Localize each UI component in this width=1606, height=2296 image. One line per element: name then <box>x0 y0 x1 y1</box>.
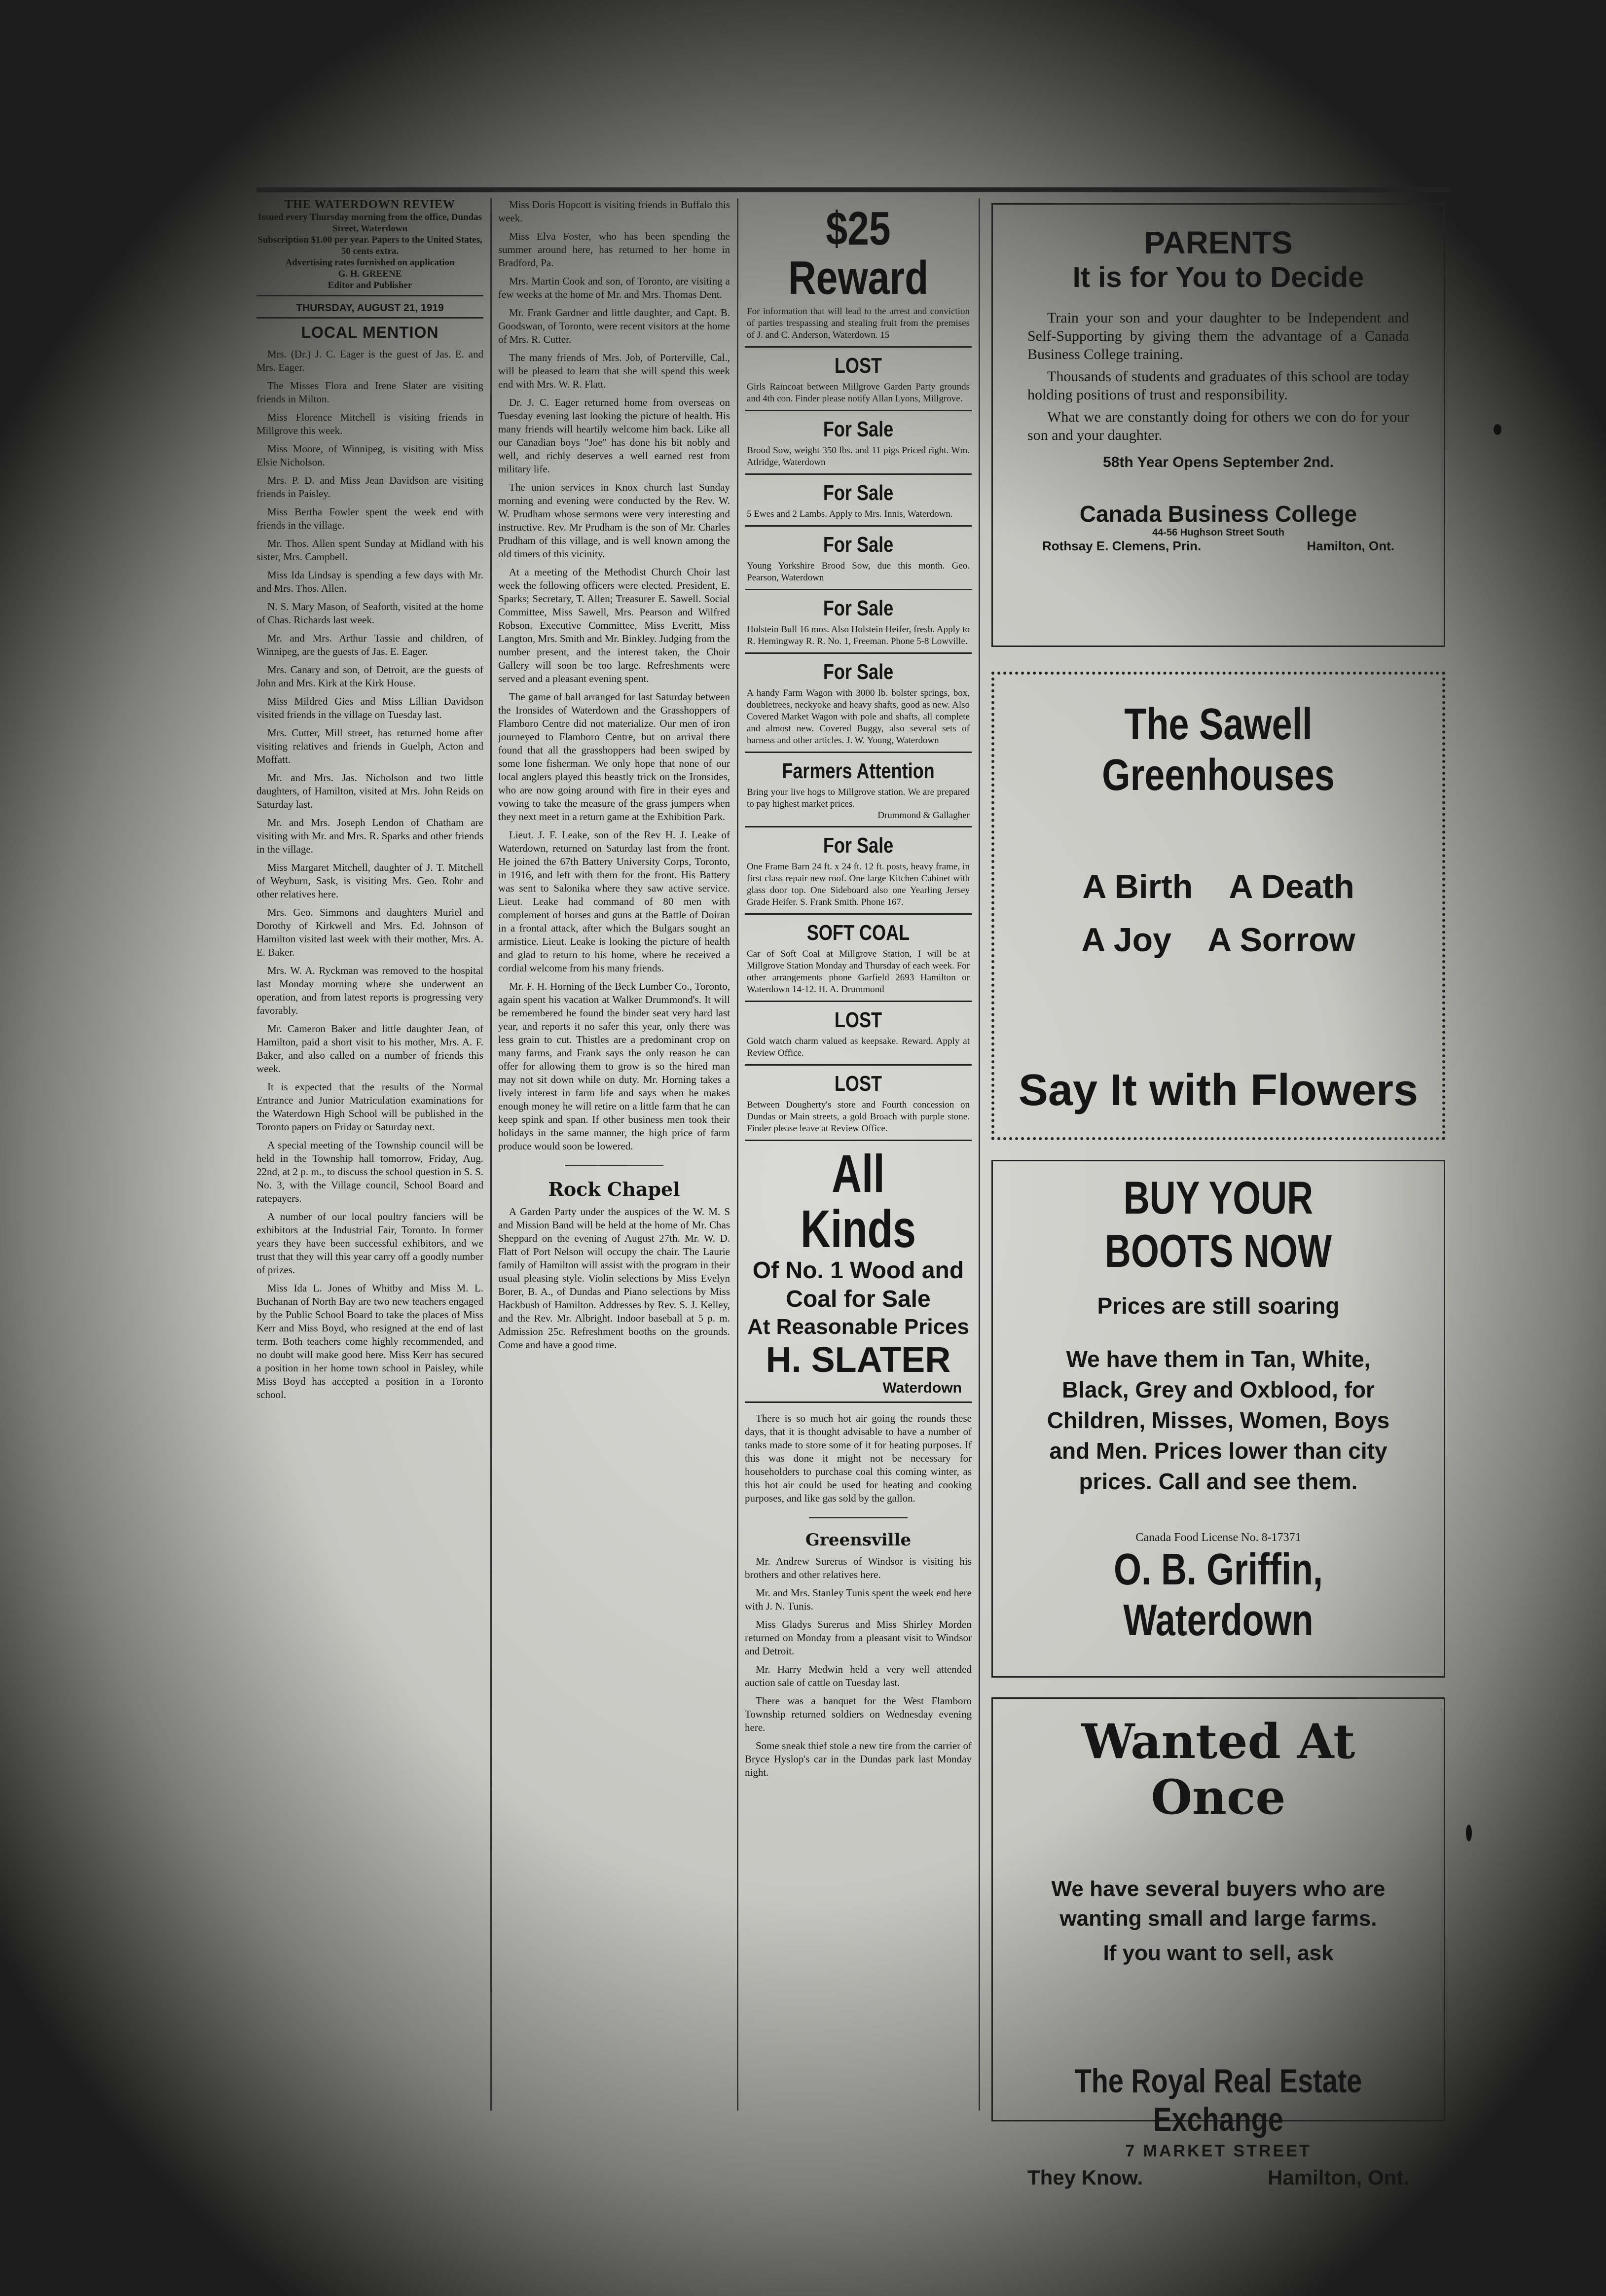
classified-title: For Sale <box>823 417 894 441</box>
boots-body: We have them in Tan, White, Black, Grey and Oxblood, for Children, Misses, Women, Boys and Men. Prices lower than city prices. Call and see them. <box>1047 1346 1390 1494</box>
classified-text: Gold watch charm valued as keepsake. Reward. Apply at Review Office. <box>747 1036 970 1058</box>
classified-text: Between Dougherty's store and Fourth concession on Dundas or Main streets, a gold Broach with purple stone. Finder please leave at Review Office. <box>747 1100 970 1134</box>
griffin-boots-ad <box>991 1160 1445 1678</box>
slater-line: At Reasonable Prices <box>747 1315 969 1339</box>
classified-ads <box>745 198 972 1141</box>
college-address: 44-56 Hughson Street South <box>1152 527 1284 538</box>
news-item: Miss Mildred Gies and Miss Lillian Davidson visited friends in the village on Tuesday last. <box>256 695 483 720</box>
column-news <box>498 198 730 2120</box>
news-item: Mr. and Mrs. Joseph Lendon of Chatham are visiting with Mr. and Mrs. R. Sparks and other friends in the village. <box>256 817 483 855</box>
news-item: The game of ball arranged for last Saturday between the Ironsides of Waterdown and the Grasshoppers of Flamboro Centre did not materialize. Our men of iron journeyed to Flamboro Centre, but on arrival there found that all the grasshoppers had been swiped by some lone fisherman. We only hope that none of our local anglers played this beastly trick on the Ironsides, who are now going around with fire in their eyes and vowing to take the measure of the grass jumpers when they next meet in a return game at the Exhibition Park. <box>498 691 730 823</box>
news-paragraphs <box>498 198 730 1153</box>
news-item: A number of our local poultry fanciers will be exhibitors at the Industrial Fair, Toronto. In former years they have been successful exhibitors, and we trust that they will this year carry off a goodly number of prizes. <box>256 1211 483 1276</box>
news-item: Dr. J. C. Eager returned home from overseas on Tuesday evening last looking the picture of health. His many friends will heartily welcome him back. Like all our Canadian boys "Joe" has done his bit nobly and well, and richly deserves a well earned rest from military life. <box>498 396 730 475</box>
parents-title: PARENTS <box>1144 225 1293 260</box>
parents-text: Train your son and your daughter to be Independent and Self-Supporting by giving them the advantage of a Canada Business College training. <box>1027 310 1409 362</box>
parents-subtitle: It is for You to Decide <box>1072 261 1364 293</box>
firm-street: 7 MARKET STREET <box>1125 2142 1312 2160</box>
news-item: Mr. Cameron Baker and little daughter Jean, of Hamilton, paid a short visit to his mother, Mrs. A. F. Baker, and also called on a number of friends this week. <box>256 1023 483 1075</box>
parents-text: What we are constantly doing for others we con do for your son and your daughter. <box>1027 409 1409 443</box>
news-item: Miss Ida L. Jones of Whitby and Miss M. L. Buchanan of North Bay are two new teachers engaged by the Public School Board to take the places of Miss Kerr and Miss Boyd, who resigned at the end of last term. Both teachers come highly recommended, and no doubt will make good here. Miss Kerr has secured a position in her home town school in Paisley, while Miss Boyd has accepted a position in a Toronto school. <box>256 1282 483 1400</box>
news-item: The many friends of Mrs. Job, of Porterville, Cal., will be pleased to learn that she will spend this week end with Mrs. W. R. Flatt. <box>498 352 730 390</box>
column-rule <box>979 198 980 2111</box>
classified-signature: Drummond & Gallagher <box>877 810 970 821</box>
news-item: Miss Moore, of Winnipeg, is visiting with Miss Elsie Nicholson. <box>256 443 483 468</box>
classified-text: Car of Soft Coal at Millgrove Station, I will be at Millgrove Station Monday and Thursday of each week. For other arrangements phone Garfield 2693 Hamilton or Waterdown 14-12. H. A. Drummond <box>747 949 970 995</box>
slater-line: Coal for Sale <box>786 1286 931 1312</box>
classified-ad <box>745 198 972 348</box>
classified-text: Holstein Bull 16 mos. Also Holstein Heifer, fresh. Apply to R. Hemingway R. R. No. 1, Freeman. Phone 5-8 Lowville. <box>747 624 970 646</box>
divider <box>809 1517 908 1518</box>
news-item: Miss Margaret Mitchell, daughter of J. T. Mitchell of Weyburn, Sask, is visiting Mrs. Geo. Rohr and other relatives here. <box>256 861 483 900</box>
news-item: At a meeting of the Methodist Church Choir last week the following officers were elected. President, E. Sparks; Secretary, T. Allen; Treasurer E. Sawell. Social Committee, Miss Sawell, Mrs. Pearson and Wilfred Robson. Executive Committee, Miss Everitt, Miss Langton, Mrs. Smith and Mr. Binkley. Judging from the number present, and the interest taken, the Choir Gallery will soon be too large. Refreshments were served and a pleasant evening spent. <box>498 566 730 684</box>
coal-note: There is so much hot air going the rounds these days, that it is thought advisable to have a number of tanks made to store some of it for heating purposes. If this was done it might not be necessary for householders to purchase coal this coming winter, as this hot air could be used for heating and cooking purposes, and like gas sold by the gallon. <box>745 1412 972 1504</box>
column-local-mention <box>256 198 483 2120</box>
news-item: Miss Elva Foster, who has been spending the summer around here, has returned to her home in Bradford, Pa. <box>498 230 730 269</box>
divider <box>565 1165 663 1166</box>
parents-text: Thousands of students and graduates of this school are today holding positions of trust and responsibility. <box>1027 368 1409 403</box>
food-license: Canada Food License No. 8-17371 <box>1135 1531 1301 1544</box>
news-item: Mrs. Canary and son, of Detroit, are the guests of John and Mrs. Kirk at the Kirk House. <box>256 664 483 689</box>
masthead-line: Subscription $1.00 per year. Papers to the United States, 50 cents extra. <box>257 235 482 256</box>
news-item: The Misses Flora and Irene Slater are visiting friends in Milton. <box>256 380 483 405</box>
wanted-title: Wanted At Once <box>1081 1714 1355 1825</box>
classified-text: Girls Raincoat between Millgrove Garden Party grounds and 4th con. Finder please notify Allan Lyons, Millgrove. <box>747 382 970 404</box>
rock-chapel-title: Rock Chapel <box>548 1178 680 1200</box>
classified-title: For Sale <box>823 660 894 684</box>
newspaper-page <box>256 187 1450 2189</box>
news-item: Mrs. W. A. Ryckman was removed to the hospital last Monday morning where she underwent an operation, and from latest reports is progressing very favorably. <box>256 965 483 1016</box>
classified-title: $25 Reward <box>788 202 929 304</box>
real-estate-ad <box>991 1697 1445 2189</box>
opening-date: 58th Year Opens September 2nd. <box>1103 454 1334 470</box>
column-rule <box>737 198 738 2111</box>
wanted-line: If you want to sell, ask <box>1103 1941 1334 1965</box>
sawell-greenhouses-ad <box>991 672 1445 1140</box>
classified-ad <box>745 915 972 1002</box>
news-item: Mr. and Mrs. Stanley Tunis spent the week end here with J. N. Tunis. <box>745 1587 972 1612</box>
classified-ad <box>745 475 972 527</box>
classified-text: One Frame Barn 24 ft. x 24 ft. 12 ft. posts, heavy frame, in first class repair new roof. One large Kitchen Cabinet with glass door top. One Sideboard also one Yearling Jersey Grade Heifer. S. Frank Smith. Phone 167. <box>747 861 970 907</box>
rock-chapel-text: A Garden Party under the auspices of the W. M. S and Mission Band will be held at the home of Mr. Chas Sheppard on the evening of August 27th. Mr. W. D. Flatt of Port Nelson will occupy the chair. The Laurie family of Hamilton will assist with the program in their usual pleasing style. Violin selections by Miss Evelyn Borer, B. A., of Dundas and Piano selections by Miss Hackbush of Hamilton. Addresses by Rev. S. J. Kelley, and the Rev. Mr. Albright. Indoor baseball at 5 p. m. Admission 25c. Refreshment booths on the grounds. Come and have a good time. <box>498 1206 730 1351</box>
masthead-line: G. H. GREENE <box>338 269 402 279</box>
classified-ad <box>745 827 972 915</box>
news-item: Mr. and Mrs. Arthur Tassie and children, of Winnipeg, are the guests of Jas. E. Eager. <box>256 632 483 657</box>
classified-ad <box>745 1002 972 1066</box>
classified-ad <box>745 654 972 753</box>
firm-footer <box>1022 2166 1414 2189</box>
classified-title: For Sale <box>823 596 894 620</box>
slater-town: Waterdown <box>882 1380 962 1396</box>
news-item: Mrs. P. D. and Miss Jean Davidson are visiting friends in Paisley. <box>256 474 483 500</box>
boots-title: BUY YOUR BOOTS NOW <box>1104 1172 1332 1277</box>
news-item: Mrs. Geo. Simmons and daughters Muriel and Dorothy of Kirkwell and Mrs. Ed. Johnson of Hamilton visited last week with their mother, Mrs. A. E. Baker. <box>256 906 483 958</box>
masthead-title: THE WATERDOWN REVIEW <box>285 198 455 211</box>
ink-blot <box>1494 424 1501 435</box>
classified-text: Brood Sow, weight 350 lbs. and 11 pigs Priced right. Wm. Atlridge, Waterdown <box>747 445 970 467</box>
griffin-name: O. B. Griffin, Waterdown <box>1114 1545 1323 1645</box>
classified-text: A handy Farm Wagon with 3000 lb. bolster springs, box, doubletrees, neckyoke and heavy shafts, good as new. Also Covered Market Wagon with pole and shafts, all complete and almost new. Covered Buggy, also several sets of harness and other articles. J. W. Young, Waterdown <box>747 688 970 746</box>
firm-name: The Royal Real Estate Exchange <box>1074 2062 1362 2138</box>
classified-title: LOST <box>834 354 882 378</box>
classified-title: LOST <box>834 1008 882 1032</box>
classified-text: 5 Ewes and 2 Lambs. Apply to Mrs. Innis, Waterdown. <box>747 509 953 519</box>
slater-coal-ad <box>745 1141 972 1403</box>
classified-text: Bring your live hogs to Millgrove station. We are prepared to pay highest market prices. <box>747 787 970 809</box>
boots-subtitle: Prices are still soaring <box>1097 1293 1340 1319</box>
news-item: Mr. and Mrs. Jas. Nicholson and two little daughters, of Hamilton, visited at Mrs. John Reids on Saturday last. <box>256 772 483 810</box>
news-item: Some sneak thief stole a new tire from the carrier of Bryce Hyslop's car in the Dundas park last Monday night. <box>745 1740 972 1778</box>
college-footer <box>1027 538 1409 554</box>
firm-tagline: They Know. <box>1027 2166 1143 2189</box>
news-item: Mr. Frank Gardner and little daughter, and Capt. B. Goodswan, of Toronto, were recent visitors at the home of Mrs. R. Cutter. <box>498 307 730 345</box>
classified-title: For Sale <box>823 481 894 505</box>
firm-city: Hamilton, Ont. <box>1268 2166 1409 2189</box>
news-item: N. S. Mary Mason, of Seaforth, visited at the home of Chas. Richards last week. <box>256 601 483 626</box>
news-item: Miss Gladys Surerus and Miss Shirley Morden returned on Monday from a pleasant visit to Windsor and Detroit. <box>745 1618 972 1657</box>
news-item: Mr. Thos. Allen spent Sunday at Midland with his sister, Mrs. Campbell. <box>256 538 483 563</box>
top-rule <box>256 187 1450 192</box>
news-item: Miss Bertha Fowler spent the week end with friends in the village. <box>256 506 483 531</box>
dateline: THURSDAY, AUGUST 21, 1919 <box>256 300 483 319</box>
ink-blot <box>1466 1825 1472 1841</box>
wanted-line: We have several buyers who are <box>1051 1877 1386 1901</box>
news-item: There was a banquet for the West Flamboro Township returned soldiers on Wednesday evening here. <box>745 1695 972 1733</box>
sawell-title: The Sawell Greenhouses <box>1102 700 1335 800</box>
column-display-ads <box>986 198 1450 2189</box>
classified-ad <box>745 411 972 475</box>
classified-ad <box>745 753 972 827</box>
news-item: A special meeting of the Township council will be held in the Township hall tomorrow, Friday, Aug. 22nd, at 2 p. m., to discuss the school question in S. S. No. 3, with the Village council, School Board and ratepayers. <box>256 1139 483 1204</box>
news-item: Mr. Harry Medwin held a very well attended auction sale of cattle on Tuesday last. <box>745 1663 972 1688</box>
classified-ad <box>745 527 972 590</box>
classified-ad <box>745 348 972 411</box>
column-rule <box>490 198 492 2111</box>
news-item: Miss Ida Lindsay is spending a few days with Mr. and Mrs. Thos. Allen. <box>256 569 483 594</box>
news-item: Miss Doris Hopcott is visiting friends in Buffalo this week. <box>498 199 730 224</box>
college-principal: Rothsay E. Clemens, Prin. <box>1042 538 1202 553</box>
classified-title: Farmers Attention <box>782 759 935 783</box>
college-city: Hamilton, Ont. <box>1307 538 1394 553</box>
news-item: Lieut. J. F. Leake, son of the Rev H. J. Leake of Waterdown, returned on Saturday last from the front. He joined the 67th Battery University Corps, Toronto, in 1916, and left with them for the front. His Battery was sent to Salonika where they saw active service. Lieut. Leake had command of 80 men with complement of horses and guns at the Battle of Doiran in a frontal attack, after which the Bulgars sought an armistice. Lieut. Leake is looking the picture of health and glad to return to his home, where he received a cordial welcome from his many friends. <box>498 829 730 974</box>
slater-line: Of No. 1 Wood and <box>752 1257 964 1284</box>
slater-name: H. SLATER <box>766 1340 951 1380</box>
news-item: Mr. F. H. Horning of the Beck Lumber Co., Toronto, again spent his vacation at Walker Drummond's. It will be remembered he found the binder seat very hard last year, and reports it no safer this year, only there was less grain to cut. Thistles are a predominant crop on many farms, and Frank says the only reason he can offer for allowing them to grow is so the hired man may not sit down while on duty. Mr. Horning takes a lively interest in farm life and says when he makes enough money he will retire on a little farm that he can keep spink and span. If other business men took their holidays in the same manner, the high price of farm produce would soon be lowered. <box>498 980 730 1152</box>
classified-title: SOFT COAL <box>806 921 910 945</box>
news-item: Mr. Andrew Surerus of Windsor is visiting his brothers and other relatives here. <box>745 1555 972 1580</box>
classified-ad <box>745 590 972 654</box>
news-item: Mrs. (Dr.) J. C. Eager is the guest of Jas. E. and Mrs. Eager. <box>256 348 483 373</box>
local-mention-paragraphs <box>256 348 483 1401</box>
sawell-line: A Birth A Death <box>1082 868 1354 905</box>
classified-text: For information that will lead to the arrest and conviction of parties trespassing and stealing fruit from the premises of J. and C. Anderson, Waterdown. 15 <box>747 306 970 340</box>
section-title: LOCAL MENTION <box>301 323 439 341</box>
classified-ad <box>745 1066 972 1141</box>
college-name: Canada Business College <box>1079 501 1357 527</box>
news-item: The union services in Knox church last Sunday morning and evening were conducted by the Rev. W. W. Prudham whose sermons were very interesting and instructive. Rev. Mr Prudham is the son of Mr. Charles Prudham of this village, and is well known among the old timers of this vicinity. <box>498 481 730 560</box>
classified-title: For Sale <box>823 833 894 858</box>
classified-text: Young Yorkshire Brood Sow, due this month. Geo. Pearson, Waterdown <box>747 561 970 583</box>
news-item: Miss Florence Mitchell is visiting friends in Millgrove this week. <box>256 411 483 436</box>
masthead-line: Advertising rates furnished on application <box>285 257 455 268</box>
classified-title: LOST <box>834 1072 882 1096</box>
greensville-paragraphs <box>745 1555 972 1779</box>
sawell-slogan: Say It with Flowers <box>1018 1066 1419 1115</box>
masthead <box>256 198 483 296</box>
sawell-line: A Joy A Sorrow <box>1081 921 1355 959</box>
news-item: Mrs. Cutter, Mill street, has returned home after visiting relatives and friends in Guelph, Acton and Moffatt. <box>256 727 483 765</box>
news-item: It is expected that the results of the Normal Entrance and Junior Matriculation examinations for the Waterdown High School will be published in the Toronto papers on Friday or Saturday next. <box>256 1081 483 1133</box>
classified-title: For Sale <box>823 533 894 557</box>
wanted-line: wanting small and large farms. <box>1059 1906 1377 1931</box>
slater-headline: All Kinds <box>800 1144 916 1258</box>
column-classifieds <box>745 198 972 2120</box>
news-item: Mrs. Martin Cook and son, of Toronto, are visiting a few weeks at the home of Mr. and Mrs. Thomas Dent. <box>498 275 730 300</box>
greensville-title: Greensville <box>805 1530 912 1550</box>
masthead-line: Issued every Thursday morning from the office, Dundas Street, Waterdown <box>257 212 482 234</box>
masthead-line: Editor and Publisher <box>328 280 412 290</box>
parents-ad <box>991 203 1445 647</box>
